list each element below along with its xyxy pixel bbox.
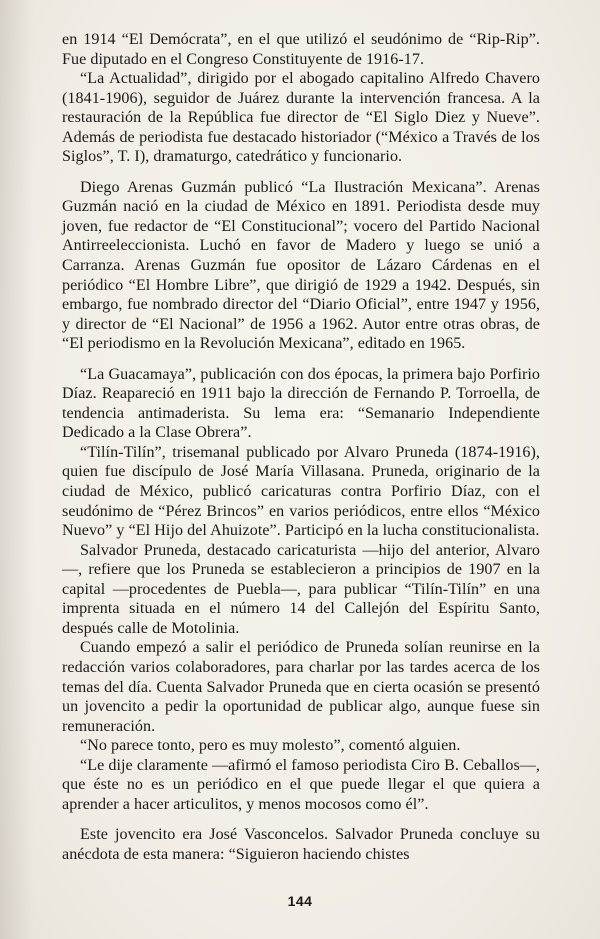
paragraph-redaccion: Cuando empezó a salir el periódico de Pruneda solían reunirse en la redacción varios colaboradores, para charlar por las tardes acerca de los temas del día. Cuenta Salvador Pruneda que en cierta ocasión se presentó un jovencito a pedir la oportunidad de publicar algo, aunque fuese sin remuneración. xyxy=(62,639,540,735)
paragraph-comento-alguien: “No parece tonto, pero es muy molesto”, comentó alguien. xyxy=(80,737,461,755)
paragraph-tilin-tilin: “Tilín-Tilín”, trisemanal publicado por Alvaro Pruneda (1874-1916), quien fue discípulo de José María Villasana. Pruneda, originario de la ciudad de México, publicó caricaturas contra Porfirio Díaz, con el seudónimo de “Pérez Brincos” en varios periódicos, entre ellos “México Nuevo” y “El Hijo del Ahuizote”. Participó en la lucha constitucionalista. xyxy=(62,443,540,540)
body-text xyxy=(62,30,540,864)
paragraph-la-guacamaya: “La Guacamaya”, publicación con dos épocas, la primera bajo Porfirio Díaz. Reapareció en 1911 bajo la dirección de Fernando P. Torroella, de tendencia antimaderista. Su lema era: “Semanario Independiente Dedicado a la Clase Obrera”. xyxy=(62,365,540,442)
paragraph-ciro-ceballos: “Le dije claramente —afirmó el famoso periodista Ciro B. Ceballos—, que éste no es un periódico en el que puede llegar el que quiera a aprender a hacer articulitos, y menos mocosos como él”. xyxy=(62,756,540,813)
paragraph-vasconcelos: Este jovencito era José Vasconcelos. Salvador Pruneda concluye su anécdota de esta manera: “Siguieron haciendo chistes xyxy=(62,826,540,863)
page-number: 144 xyxy=(287,893,313,909)
paragraph-arenas-guzman: Diego Arenas Guzmán publicó “La Ilustración Mexicana”. Arenas Guzmán nació en la ciudad de México en 1891. Periodista desde muy joven, fue redactor de “El Constitucional”; vocero del Partido Nacional Antirreeleccionista. Luchó en favor de Madero y luego se unió a Carranza. Arenas Guzmán fue opositor de Lázaro Cárdenas en el periódico “El Hombre Libre”, que dirigió de 1929 a 1942. Después, sin embargo, fue nombrado director del “Diario Oficial”, entre 1947 y 1956, y director de “El Nacional” de 1956 a 1962. Autor entre otras obras, de “El periodismo en la Revolución Mexicana”, editado en 1965. xyxy=(62,178,540,353)
paragraph-salvador-pruneda: Salvador Pruneda, destacado caricaturista —hijo del anterior, Alvaro—, refiere que los Pruneda se establecieron a principios de 1907 en la capital —procedentes de Puebla—, para publicar “Tilín-Tilín” en una imprenta situada en el número 14 del Callejón del Espíritu Santo, después calle de Motolinia. xyxy=(62,541,540,637)
paragraph-el-democrata: en 1914 “El Demócrata”, en el que utilizó el seudónimo de “Rip-Rip”. Fue diputado en el Congreso Constituyente de 1916-17. xyxy=(62,31,540,68)
paragraph-la-actualidad: “La Actualidad”, dirigido por el abogado capitalino Alfredo Chavero (1841-1906), seguidor de Juárez durante la intervención francesa. A la restauración de la República fue director de “El Siglo Diez y Nueve”. Además de periodista fue destacado historiador (“México a Través de los Siglos”, T. I), dramaturgo, catedrático y funcionario. xyxy=(62,70,540,166)
